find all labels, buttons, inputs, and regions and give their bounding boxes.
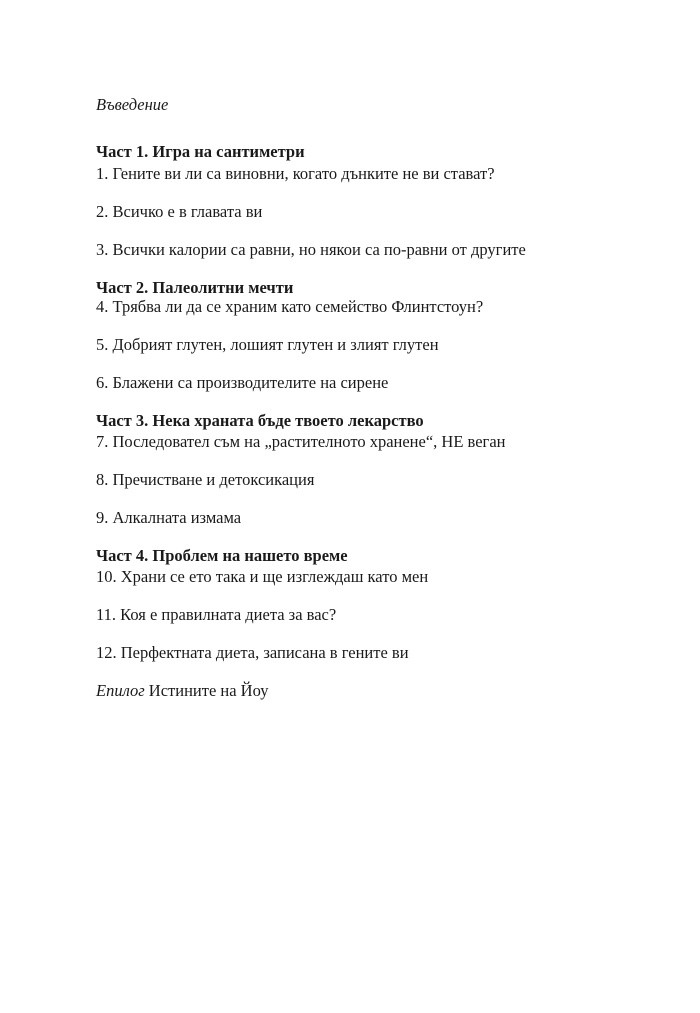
- chapter-1: 1. Гените ви ли са виновни, когато дънките не ви стават?: [96, 164, 495, 183]
- chapter-6: 6. Блажени са производителите на сирене: [96, 373, 389, 392]
- chapter-3: 3. Всички калории са равни, но някои са по-равни от другите: [96, 240, 526, 259]
- chapter-12: 12. Перфектната диета, записана в гените ви: [96, 643, 409, 662]
- chapter-7: 7. Последовател съм на „растителното хранене“, НЕ веган: [96, 432, 506, 451]
- part-3-title: Част 3. Нека храната бъде твоето лекарство: [96, 411, 424, 430]
- chapter-5: 5. Добрият глутен, лошият глутен и злият глутен: [96, 335, 439, 354]
- introduction-heading: Въведение: [96, 95, 169, 114]
- chapter-11: 11. Коя е правилната диета за вас?: [96, 605, 337, 624]
- epilogue-entry: [96, 681, 268, 701]
- chapter-8: 8. Пречистване и детоксикация: [96, 470, 315, 489]
- epilogue-title: Истините на Йоу: [148, 681, 269, 700]
- chapter-10: 10. Храни се ето така и ще изглеждаш като мен: [96, 567, 429, 586]
- part-4-title: Част 4. Проблем на нашето време: [96, 546, 348, 565]
- chapter-2: 2. Всичко е в главата ви: [96, 202, 263, 221]
- part-1-title: Част 1. Игра на сантиметри: [96, 142, 305, 161]
- chapter-4: 4. Трябва ли да се храним като семейство Флинтстоун?: [96, 297, 484, 316]
- part-2-title: Част 2. Палеолитни мечти: [96, 278, 294, 297]
- chapter-9: 9. Алкалната измама: [96, 508, 242, 527]
- epilogue-label: Епилог: [96, 681, 145, 700]
